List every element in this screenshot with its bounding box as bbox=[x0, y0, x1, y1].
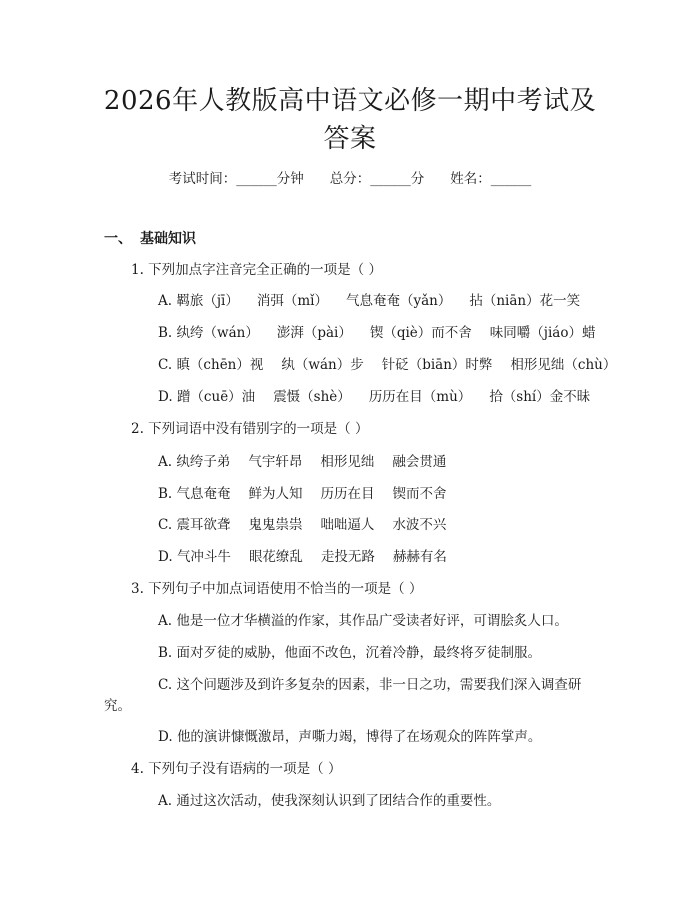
option-part: 赫赫有名 bbox=[392, 549, 447, 565]
question-stem: 4. 下列句子没有语病的一项是（ ） bbox=[131, 761, 342, 777]
option-letter: A. bbox=[158, 454, 173, 470]
option-part: 气宇轩昂 bbox=[248, 454, 303, 470]
option-part: 走投无路 bbox=[320, 549, 375, 565]
option-part: 瞋（chēn）视 bbox=[176, 357, 264, 373]
question-stem: 3. 下列句子中加点词语使用不恰当的一项是（ ） bbox=[131, 581, 423, 597]
section-heading bbox=[104, 230, 196, 248]
option-text-continuation: 究。 bbox=[104, 698, 131, 714]
question-option bbox=[158, 728, 541, 746]
option-part: 水波不兴 bbox=[392, 517, 447, 533]
question-option bbox=[158, 676, 581, 694]
question-option bbox=[158, 324, 595, 342]
option-letter: B. bbox=[158, 645, 173, 661]
page-title: 2026年人教版高中语文必修一期中考试及答案 bbox=[103, 86, 597, 154]
option-part: 澎湃（pài） bbox=[276, 325, 352, 341]
option-letter: A. bbox=[158, 613, 173, 629]
option-part: 针砭（biān）时弊 bbox=[381, 357, 493, 373]
option-part: 锲而不舍 bbox=[392, 486, 447, 502]
option-part: 鲜为人知 bbox=[248, 486, 303, 502]
option-text: 他的演讲慷慨激昂，声嘶力竭，博得了在场观众的阵阵掌声。 bbox=[176, 729, 542, 745]
option-part: 纨（wán）步 bbox=[281, 357, 364, 373]
question-option bbox=[158, 548, 447, 566]
question-stem: 1. 下列加点字注音完全正确的一项是（ ） bbox=[131, 262, 382, 278]
option-letter: B. bbox=[158, 325, 173, 341]
section-title: 基础知识 bbox=[140, 231, 196, 247]
option-part: 鬼鬼祟祟 bbox=[248, 517, 303, 533]
option-letter: D. bbox=[158, 549, 173, 565]
question-stem: 2. 下列词语中没有错别字的一项是（ ） bbox=[131, 421, 369, 437]
question-option bbox=[158, 292, 580, 310]
question-option bbox=[158, 612, 568, 630]
option-text: 面对歹徒的威胁，他面不改色，沉着冷静，最终将歹徒制服。 bbox=[176, 645, 542, 661]
option-part: 拾（shí）金不昧 bbox=[489, 389, 591, 405]
option-part: 消弭（mǐ） bbox=[256, 293, 328, 309]
option-part: 味同嚼（jiáo）蜡 bbox=[489, 325, 596, 341]
option-part: 震耳欲聋 bbox=[176, 517, 231, 533]
question-option bbox=[158, 792, 500, 810]
exam-meta bbox=[0, 170, 700, 188]
student-name-label: 姓名：______ bbox=[450, 171, 532, 187]
section-number: 一、 bbox=[104, 231, 132, 247]
option-part: 咄咄逼人 bbox=[320, 517, 375, 533]
option-letter: B. bbox=[158, 486, 173, 502]
option-letter: A. bbox=[158, 793, 173, 809]
option-letter: D. bbox=[158, 729, 173, 745]
total-score-label: 总分：______分 bbox=[329, 171, 425, 187]
option-part: 相形见绌 bbox=[320, 454, 375, 470]
option-part: 眼花缭乱 bbox=[248, 549, 303, 565]
option-letter: A. bbox=[158, 293, 173, 309]
option-part: 相形见绌（chù） bbox=[510, 357, 617, 373]
option-part: 锲（qiè）而不舍 bbox=[369, 325, 472, 341]
exam-time-label: 考试时间：______分钟 bbox=[168, 171, 304, 187]
option-text: 这个问题涉及到许多复杂的因素，非一日之功，需要我们深入调查研 bbox=[176, 677, 582, 693]
option-letter: C. bbox=[158, 677, 173, 693]
option-part: 气冲斗牛 bbox=[176, 549, 231, 565]
question-option bbox=[158, 516, 446, 534]
option-text: 他是一位才华横溢的作家，其作品广受读者好评，可谓脍炙人口。 bbox=[176, 613, 568, 629]
option-part: 历历在目（mù） bbox=[368, 389, 472, 405]
question-option bbox=[158, 453, 446, 471]
option-part: 纨绔子弟 bbox=[176, 454, 231, 470]
option-text: 通过这次活动，使我深刻认识到了团结合作的重要性。 bbox=[176, 793, 501, 809]
option-part: 蹭（cuē）油 bbox=[176, 389, 256, 405]
option-part: 羁旅（jī） bbox=[176, 293, 239, 309]
option-part: 历历在目 bbox=[320, 486, 375, 502]
question-option bbox=[158, 485, 447, 503]
option-letter: C. bbox=[158, 357, 173, 373]
question-option bbox=[158, 356, 616, 374]
question-option bbox=[158, 388, 590, 406]
option-part: 气息奄奄（yǎn） bbox=[345, 293, 452, 309]
option-part: 拈（niān）花一笑 bbox=[469, 293, 581, 309]
question-option bbox=[158, 644, 541, 662]
option-part: 融会贯通 bbox=[392, 454, 447, 470]
option-part: 震慑（shè） bbox=[273, 389, 351, 405]
option-letter: C. bbox=[158, 517, 173, 533]
option-part: 气息奄奄 bbox=[176, 486, 231, 502]
option-letter: D. bbox=[158, 389, 173, 405]
option-part: 纨绔（wán） bbox=[176, 325, 259, 341]
